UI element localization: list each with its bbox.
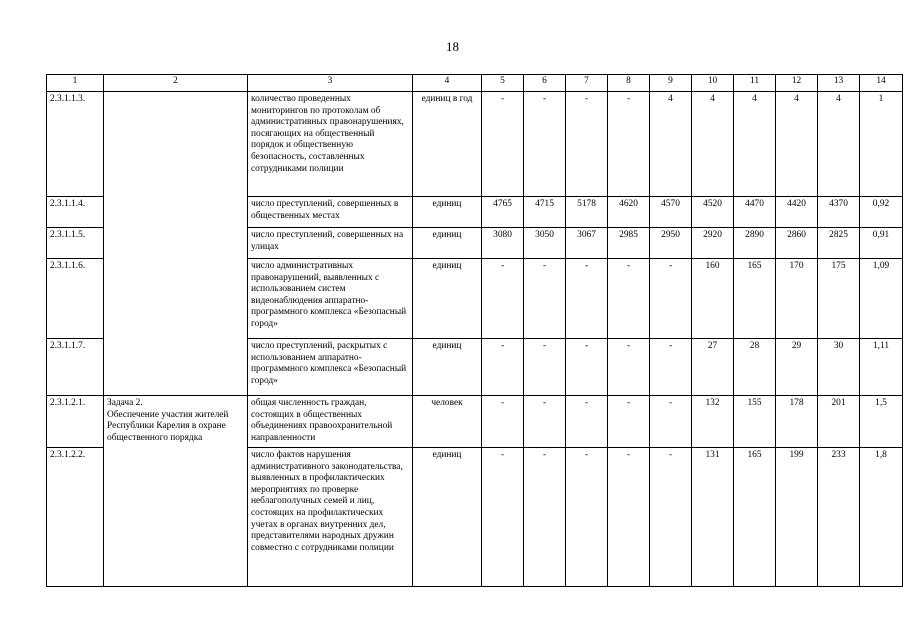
value: 4 — [776, 92, 818, 197]
value: 233 — [818, 448, 860, 587]
value: 2920 — [692, 228, 734, 259]
value: - — [524, 92, 566, 197]
task-cell-empty — [104, 92, 248, 396]
value: 30 — [818, 339, 860, 396]
header-cell: 14 — [860, 75, 903, 92]
indicator-name: число преступлений, совершенных в общественных местах — [248, 197, 413, 228]
unit: человек — [413, 396, 482, 448]
value: - — [608, 259, 650, 339]
value: 2825 — [818, 228, 860, 259]
value: - — [566, 92, 608, 197]
value: 1,11 — [860, 339, 903, 396]
row-code: 2.3.1.1.6. — [47, 259, 104, 339]
header-row — [47, 75, 903, 92]
value: 4 — [692, 92, 734, 197]
value: 27 — [692, 339, 734, 396]
value: 2860 — [776, 228, 818, 259]
value: - — [566, 339, 608, 396]
value: 5178 — [566, 197, 608, 228]
header-cell: 13 — [818, 75, 860, 92]
value: 4470 — [734, 197, 776, 228]
value: 201 — [818, 396, 860, 448]
row-code: 2.3.1.1.3. — [47, 92, 104, 197]
value: 170 — [776, 259, 818, 339]
value: 4 — [818, 92, 860, 197]
value: - — [608, 92, 650, 197]
page-number: 18 — [446, 39, 459, 54]
value: 2950 — [650, 228, 692, 259]
value: - — [608, 396, 650, 448]
header-cell: 6 — [524, 75, 566, 92]
value: - — [650, 448, 692, 587]
header-cell: 10 — [692, 75, 734, 92]
value: - — [524, 339, 566, 396]
value: - — [566, 448, 608, 587]
value: 3067 — [566, 228, 608, 259]
indicator-name: количество проведенных мониторингов по протоколам об административных правонарушениях, посягающих на общественный порядок и общественную безопасность, составленных сотрудниками полиции — [248, 92, 413, 197]
value: 4715 — [524, 197, 566, 228]
value: 165 — [734, 259, 776, 339]
value: 132 — [692, 396, 734, 448]
value: 178 — [776, 396, 818, 448]
value: - — [482, 448, 524, 587]
value: - — [608, 448, 650, 587]
value: 155 — [734, 396, 776, 448]
value: - — [608, 339, 650, 396]
value: 165 — [734, 448, 776, 587]
indicator-name: число преступлений, раскрытых с использованием аппаратно-программного комплекса «Безопасный город» — [248, 339, 413, 396]
header-cell: 7 — [566, 75, 608, 92]
row-code: 2.3.1.2.1. — [47, 396, 104, 448]
row-code: 2.3.1.1.4. — [47, 197, 104, 228]
value: - — [482, 92, 524, 197]
unit: единиц — [413, 228, 482, 259]
header-cell: 12 — [776, 75, 818, 92]
value: 3050 — [524, 228, 566, 259]
header-cell: 4 — [413, 75, 482, 92]
value: 4620 — [608, 197, 650, 228]
value: 0,92 — [860, 197, 903, 228]
indicator-name: общая численность граждан, состоящих в общественных объединениях правоохранительной направленности — [248, 396, 413, 448]
value: - — [482, 259, 524, 339]
value: 4370 — [818, 197, 860, 228]
value: - — [524, 396, 566, 448]
value: 4765 — [482, 197, 524, 228]
value: - — [566, 259, 608, 339]
value: 1 — [860, 92, 903, 197]
unit: единиц — [413, 448, 482, 587]
value: - — [566, 396, 608, 448]
task-2-label: Задача 2. Обеспечение участия жителей Республики Карелия в охране общественного порядка — [104, 396, 248, 587]
indicators-table — [46, 74, 903, 587]
header-cell: 1 — [47, 75, 104, 92]
indicator-name: число административных правонарушений, выявленных с использованием систем видеонаблюдения аппаратно-программного комплекса «Безопасный город» — [248, 259, 413, 339]
value: 175 — [818, 259, 860, 339]
value: 4 — [650, 92, 692, 197]
indicator-name: число преступлений, совершенных на улицах — [248, 228, 413, 259]
value: 199 — [776, 448, 818, 587]
value: - — [524, 448, 566, 587]
row-code: 2.3.1.1.5. — [47, 228, 104, 259]
value: - — [650, 259, 692, 339]
value: 28 — [734, 339, 776, 396]
value: 4 — [734, 92, 776, 197]
row-code: 2.3.1.1.7. — [47, 339, 104, 396]
table-row — [47, 396, 903, 448]
value: 29 — [776, 339, 818, 396]
value: - — [482, 396, 524, 448]
header-cell: 3 — [248, 75, 413, 92]
value: 0,91 — [860, 228, 903, 259]
header-cell: 8 — [608, 75, 650, 92]
value: 4570 — [650, 197, 692, 228]
value: 1,5 — [860, 396, 903, 448]
value: 2890 — [734, 228, 776, 259]
value: 160 — [692, 259, 734, 339]
unit: единиц — [413, 197, 482, 228]
header-cell: 9 — [650, 75, 692, 92]
header-cell: 5 — [482, 75, 524, 92]
value: - — [524, 259, 566, 339]
table-row — [47, 92, 903, 197]
unit: единиц — [413, 339, 482, 396]
value: 2985 — [608, 228, 650, 259]
value: 131 — [692, 448, 734, 587]
value: - — [650, 339, 692, 396]
header-cell: 2 — [104, 75, 248, 92]
row-code: 2.3.1.2.2. — [47, 448, 104, 587]
value: 4520 — [692, 197, 734, 228]
value: 4420 — [776, 197, 818, 228]
header-cell: 11 — [734, 75, 776, 92]
value: - — [482, 339, 524, 396]
unit: единиц в год — [413, 92, 482, 197]
indicator-name: число фактов нарушения административного законодательства, выявленных в профилактических мероприятиях по проверке неблагополучных семей и лиц, состоящих на профилактических учетах в органах внутренних дел, представителями народных дружин совместно с сотрудниками полиции — [248, 448, 413, 587]
value: 1,09 — [860, 259, 903, 339]
value: 3080 — [482, 228, 524, 259]
value: - — [650, 396, 692, 448]
value: 1,8 — [860, 448, 903, 587]
unit: единиц — [413, 259, 482, 339]
